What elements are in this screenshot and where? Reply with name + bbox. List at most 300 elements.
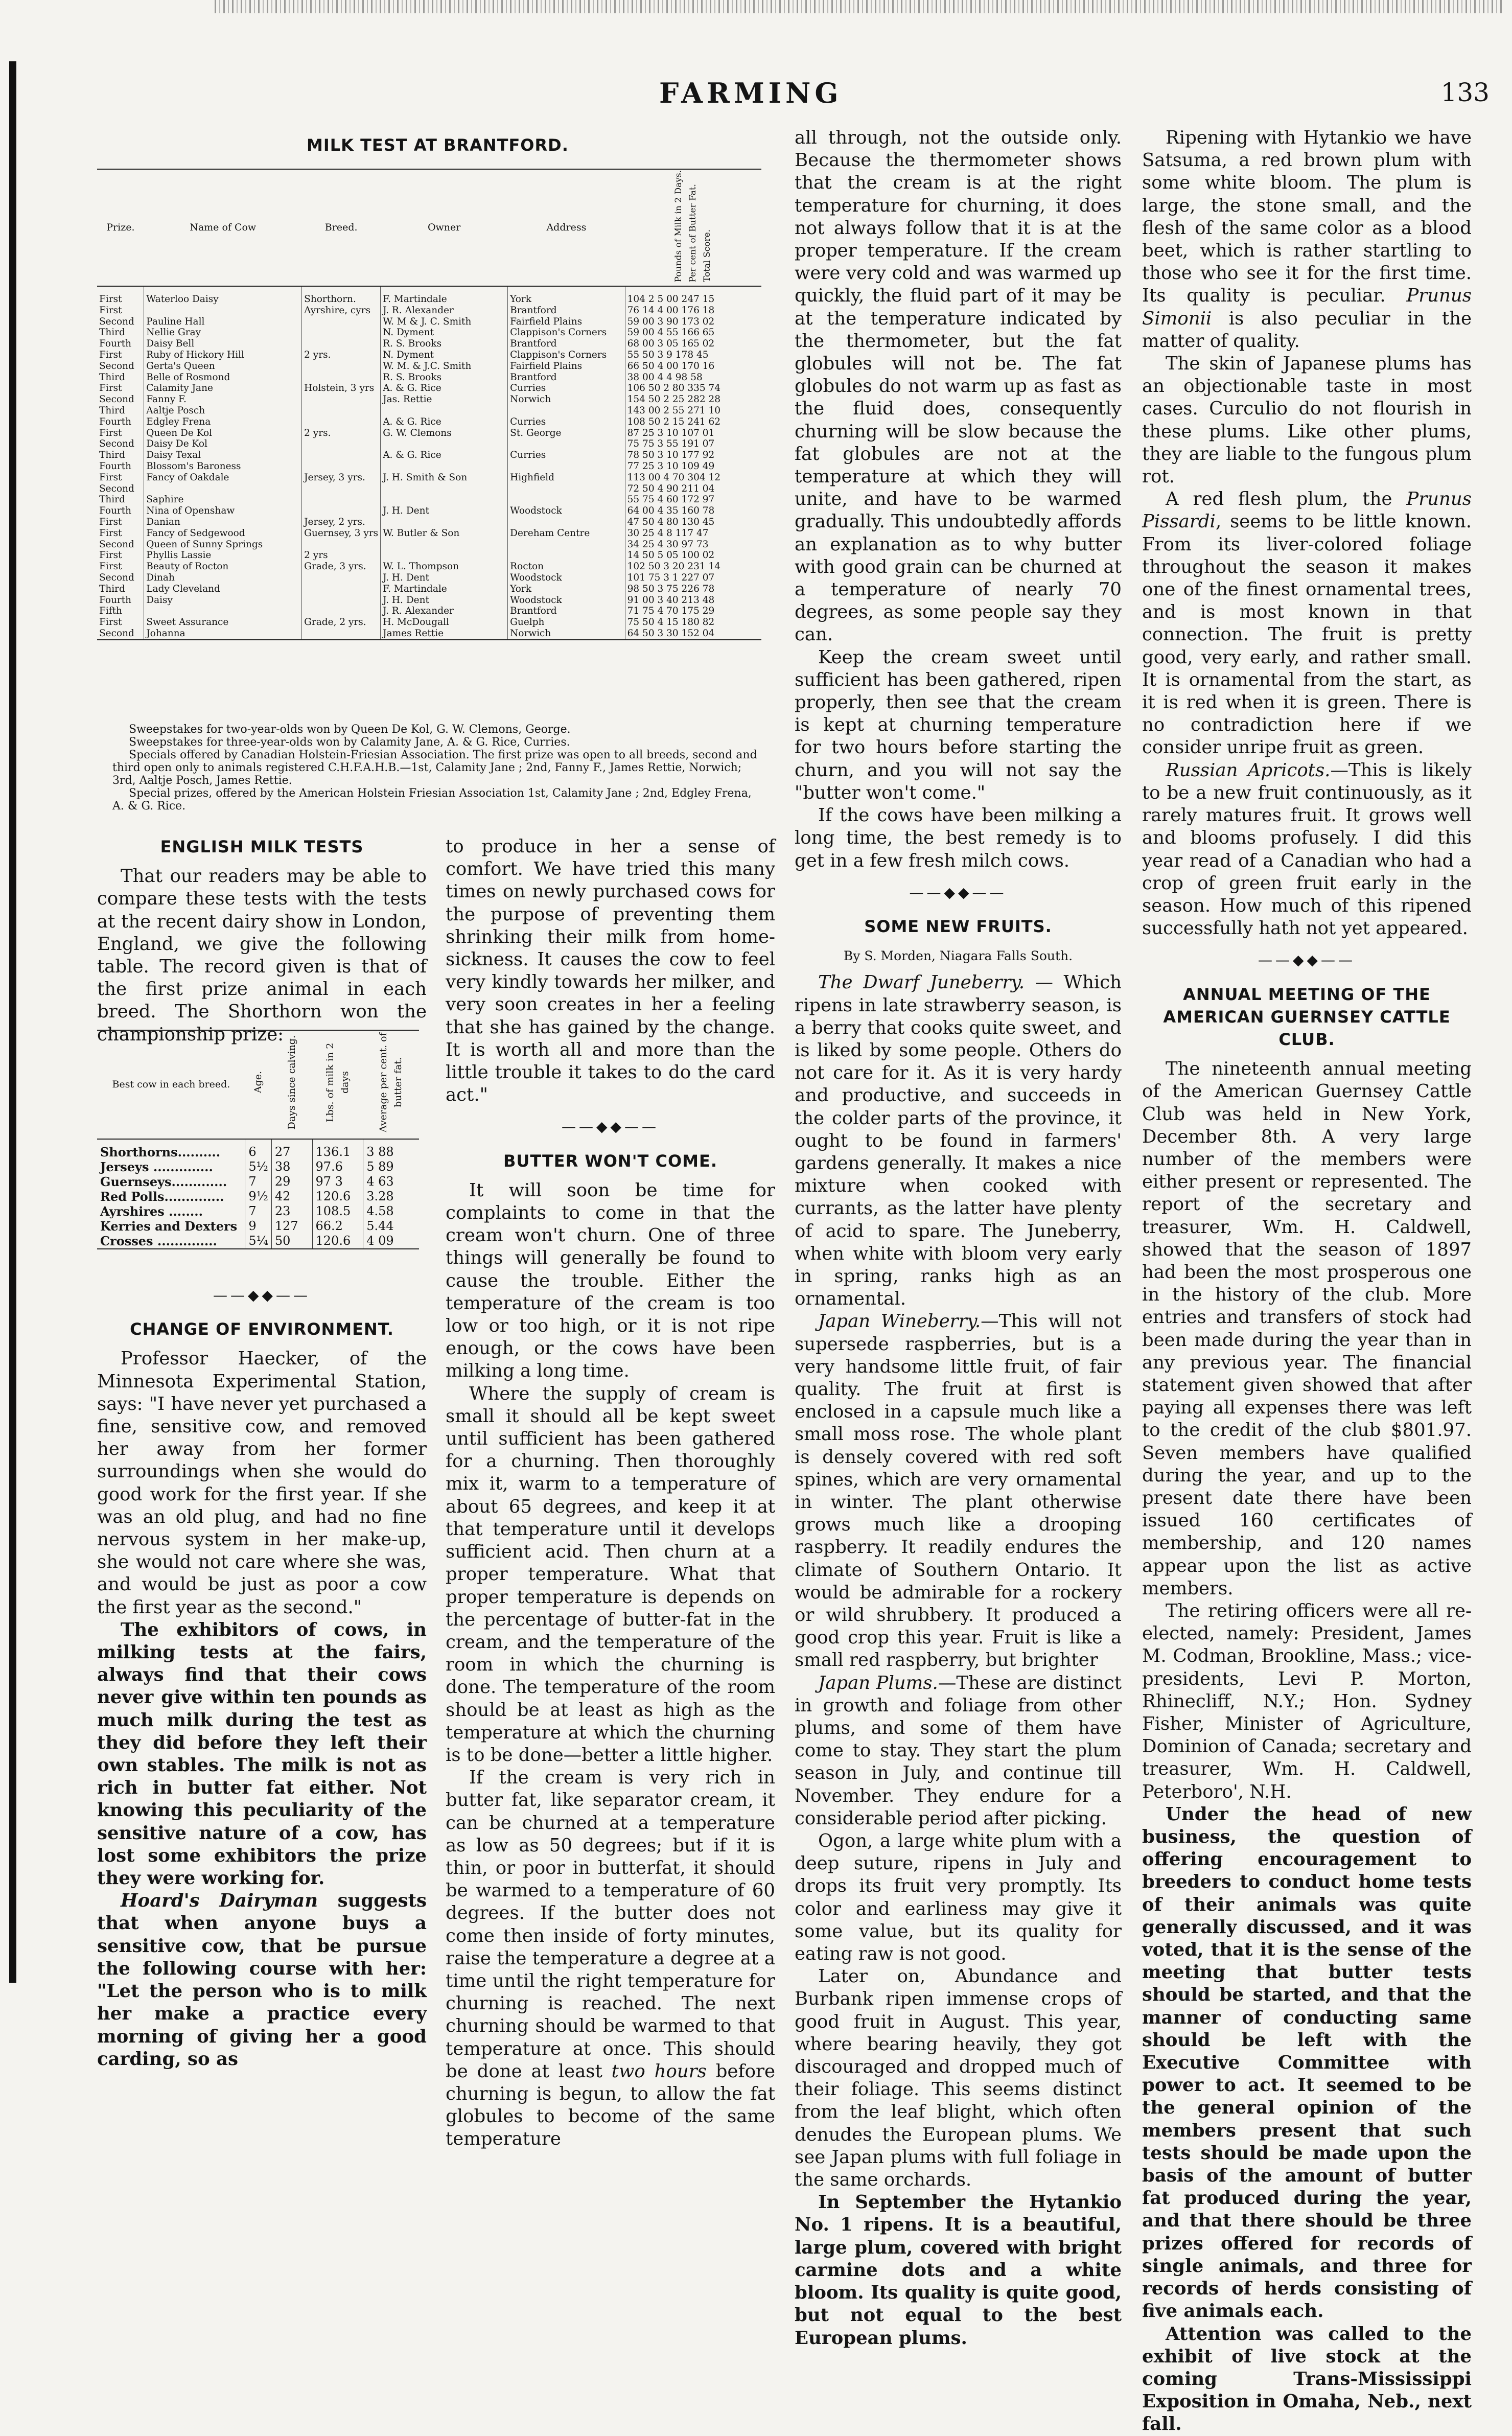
table-cell — [302, 628, 381, 640]
english-table-row — [97, 1189, 419, 1204]
change-title: CHANGE OF ENVIRONMENT. — [130, 1319, 394, 1339]
juneberry-text: — Which ripens in late strawberry season, is a berry that cooks quite sweet, and is liked by some people. Others do not care for it. As it is very hardy and productive, and succeeds in the colder parts of the province, it ought to be found in farmers' gardens generally. It makes a nice mixture when cooked with currants, as the latter have plenty of acid to spare. The Juneberry, when white with bloom very early in spring, ranks high as an ornamental. — [795, 972, 1122, 1310]
table-cell: 75 50 4 15 180 82 — [625, 617, 761, 628]
page-number: 133 — [1440, 78, 1490, 107]
table-cell: 38 — [271, 1159, 312, 1174]
table-cell: Woodstock — [508, 572, 625, 584]
column-2 — [446, 836, 775, 2151]
table-cell — [144, 606, 302, 617]
table-cell: Lady Cleveland — [144, 584, 302, 595]
col4-p3 — [1142, 488, 1472, 759]
table-cell: Brantford — [508, 338, 625, 350]
table-cell — [302, 327, 381, 338]
table-cell: 76 14 4 00 176 18 — [625, 305, 761, 316]
juneberry-lead: The Dwarf Juneberry. — [818, 972, 1025, 993]
butter-p3 — [446, 1767, 775, 2150]
japan-plums-text: —These are distinct in growth and foliage from other plums, and some of them have come to stay. They start the plum season in July, and continue till November. They endure for a considerable period after picking. — [795, 1672, 1122, 1829]
note-3: Specials offered by Canadian Holstein-Friesian Association. The first prize was open to all breeds, second and third open only to animals registered C.H.F.A.H.B.—1st, Calamity Jane ; 2nd, Fanny F., James Rettie, Norwich; 3rd, Aaltje Posch, James Rettie. — [112, 749, 757, 787]
col3-p3: If the cows have been milking a long time, the best remedy is to get in a few fresh milch cows. — [795, 805, 1122, 871]
fruit-japan-plums — [795, 1672, 1122, 1830]
milk-table-row — [97, 595, 761, 606]
table-cell: Third — [99, 405, 125, 416]
english-table-row — [97, 1159, 419, 1174]
table-cell: Ayrshire, cyrs — [302, 305, 381, 316]
table-cell — [381, 494, 508, 505]
table-cell: Second — [99, 483, 134, 494]
hoards-dairyman: Hoard's Dairyman — [121, 1890, 318, 1912]
table-cell: 64 00 4 35 160 78 — [625, 505, 761, 517]
table-cell: 127 — [271, 1219, 312, 1234]
fruit-abundance: Later on, Abundance and Burbank ripen immense crops of good fruit in August. This year, where bearing heavily, they got discouraged and dropped much of their foliage. This seems distinct from the leaf blight, which often denudes the European plums. We see Japan plums with full foliage in the same orchards. — [795, 1966, 1122, 2191]
col3-continuation: all through, not the outside only. Because the thermometer shows that the cream is at the right temperature for churning, it does not always follow that it is at the proper temperature. If the cream were very cold and was warmed up quickly, the fluid part of it may be at the temperature indicated by the thermometer, but the fat globules will not be. The fat globules do not warm up as fast as the fluid does, consequently churning will be slow because the fat globules are not at the temperature at which they will unite, and have to be warmed gradually. This undoubtedly affords an explanation as to why butter with good grain can be churned at a temperature of nearly 70 degrees, as some people say they can. — [795, 127, 1122, 645]
table-cell: First — [99, 527, 122, 539]
table-cell: Red Polls.............. — [100, 1189, 224, 1204]
table-cell: 113 00 4 70 304 12 — [625, 472, 761, 483]
column-3 — [795, 127, 1122, 2350]
col2-continuation: to produce in her a sense of comfort. We have tried this many times on newly purchased cows for the purpose of preventing them shrinking their milk from home-sickness. It causes the cow to feel very kindly towards her milker, and very soon creates in her a feeling that she has gained by the change. It is worth all and more than the little trouble it takes to do the card act." — [446, 836, 775, 1106]
table-cell: Fourth — [99, 594, 132, 606]
table-cell: 5.44 — [363, 1219, 419, 1234]
butter-p3-b: before churning is begun, to allow the fat globules to become of the same temperature — [446, 2060, 775, 2150]
table-cell: N. Dyment — [381, 327, 508, 338]
ecol-days-label: Days since calving. — [286, 1035, 297, 1130]
table-cell: R. S. Brooks — [381, 338, 508, 350]
ecol-lbs — [312, 1030, 363, 1139]
table-cell: Second — [99, 572, 134, 583]
table-cell: 55 75 4 60 172 97 — [625, 494, 761, 505]
table-cell — [302, 338, 381, 350]
table-cell: 5½ — [245, 1159, 272, 1174]
milk-table-row — [97, 450, 761, 461]
table-cell: Second — [99, 628, 134, 639]
table-cell: 59 00 4 55 166 65 — [625, 327, 761, 338]
table-cell — [302, 405, 381, 416]
table-cell: R. S. Brooks — [381, 372, 508, 383]
milk-table-row — [97, 416, 761, 428]
change-p3 — [97, 1890, 427, 2071]
table-cell: Guelph — [508, 617, 625, 628]
table-cell: N. Dyment — [381, 350, 508, 361]
table-cell: Second — [99, 438, 134, 450]
table-cell: J. R. Alexander — [381, 606, 508, 617]
col-milk: Pounds of Milk in 2 Days. — [673, 170, 684, 283]
table-cell: 143 00 2 55 271 10 — [625, 405, 761, 416]
col-prize: Prize. — [97, 169, 144, 286]
milk-table-row — [97, 316, 761, 328]
table-cell: Guernsey, 3 yrs — [302, 528, 381, 539]
table-cell: 55 50 3 9 178 45 — [625, 350, 761, 361]
milk-table-row — [97, 550, 761, 561]
english-table-header — [97, 1030, 419, 1139]
note-4: Special prizes, offered by the American Holstein Friesian Association 1st, Calamity Jane ; 2nd, Edgley Frena, A. & G. Rice. — [112, 787, 752, 813]
col3-p2: Keep the cream sweet until sufficient has been gathered, ripen properly, then see that the cream is kept at churning temperature for two hours before starting the churn, and you will not say the "butter won't come." — [795, 646, 1122, 803]
table-cell: Holstein, 3 yrs — [302, 383, 381, 394]
guernsey-title: ANNUAL MEETING OF THE AMERICAN GUERNSEY CATTLE CLUB. — [1163, 984, 1451, 1049]
table-cell: G. W. Clemons — [381, 428, 508, 439]
column-4 — [1142, 127, 1472, 2436]
table-cell: Blossom's Baroness — [144, 461, 302, 472]
table-cell: Third — [99, 372, 125, 383]
table-cell: 66 50 4 00 170 16 — [625, 361, 761, 372]
milk-table-header — [97, 169, 761, 286]
table-cell: Belle of Rosmond — [144, 372, 302, 383]
table-cell: Shorthorns.......... — [100, 1145, 221, 1159]
table-cell: Curries — [508, 383, 625, 394]
fruits-byline: By S. Morden, Niagara Falls South. — [843, 948, 1073, 964]
butter-p1: It will soon be time for complaints to come in that the cream won't churn. One of three things will generally be found to cause the trouble. Either the temperature of the cream is too low or too high, or it is not ripe enough, or the cows have been milking a long time. — [446, 1179, 775, 1382]
table-cell: First — [99, 472, 122, 483]
table-cell: 7 — [245, 1204, 272, 1219]
table-cell: First — [99, 561, 122, 572]
table-cell: Ruby of Hickory Hill — [144, 350, 302, 361]
guernsey-p1: The nineteenth annual meeting of the American Guernsey Cattle Club was held in New York, December 8th. A very large number of the members were either present or represented. The report of the secretary and treasurer, Wm. H. Caldwell, showed that the season of 1897 had been the most prosperous one in the history of the club. More entries and transfers of stock had been made during the year than in any previous year. The financial statement given showed that after paying all expenses there was left to the credit of the club $801.97. Seven members have qualified during the year, and up to the present date there have been issued 160 certificates of membership, and 120 names appear upon the list as active members. — [1142, 1058, 1472, 1599]
table-cell: 30 25 4 8 117 47 — [625, 528, 761, 539]
milk-table-row — [97, 483, 761, 495]
table-cell: A. & G. Rice — [381, 383, 508, 394]
ecol-fat — [363, 1030, 419, 1139]
table-cell: 38 00 4 4 98 58 — [625, 372, 761, 383]
col-owner: Owner — [381, 169, 508, 286]
milk-table-row — [97, 361, 761, 372]
table-cell: J. H. Smith & Son — [381, 472, 508, 483]
col4-p4 — [1142, 759, 1472, 940]
table-cell: Curries — [508, 416, 625, 428]
table-cell: F. Martindale — [381, 286, 508, 305]
table-cell: 120.6 — [312, 1234, 363, 1249]
table-cell: Norwich — [508, 394, 625, 405]
column-1-lower — [97, 1275, 427, 2071]
milk-table-row — [97, 517, 761, 528]
table-cell: Brantford — [508, 305, 625, 316]
table-cell: Brantford — [508, 606, 625, 617]
table-cell: Saphire — [144, 494, 302, 505]
table-cell: Dereham Centre — [508, 528, 625, 539]
milk-test-notes — [112, 723, 766, 813]
table-cell — [302, 361, 381, 372]
english-table-row — [97, 1174, 419, 1189]
ornament: ——◆◆—— — [1258, 952, 1356, 969]
table-cell: J. R. Alexander — [381, 305, 508, 316]
table-cell: 59 00 3 90 173 02 — [625, 316, 761, 328]
table-cell: Queen De Kol — [144, 428, 302, 439]
table-cell: 91 00 3 40 213 48 — [625, 595, 761, 606]
table-cell: 108 50 2 15 241 62 — [625, 416, 761, 428]
table-cell: 136.1 — [312, 1139, 363, 1159]
table-cell: Clappison's Corners — [508, 327, 625, 338]
table-cell: F. Martindale — [381, 584, 508, 595]
table-cell: 29 — [271, 1174, 312, 1189]
table-cell: Fourth — [99, 505, 132, 517]
table-cell: Edgley Frena — [144, 416, 302, 428]
guernsey-p4: Attention was called to the exhibit of live stock at the coming Trans-Mississippi Exposition in Omaha, Neb., next fall. — [1142, 2323, 1472, 2435]
table-cell: 108.5 — [312, 1204, 363, 1219]
milk-table-row — [97, 461, 761, 472]
table-cell — [302, 394, 381, 405]
ornament: ——◆◆—— — [909, 884, 1007, 901]
table-cell: J. H. Dent — [381, 572, 508, 584]
milk-table-row — [97, 617, 761, 628]
table-cell: Third — [99, 494, 125, 505]
milk-table-row — [97, 505, 761, 517]
butter-p3-a: If the cream is very rich in butter fat, like separator cream, it can be churned at a temperature as low as 50 degrees; but if it is thin, or poor in butterfat, it should be warmed to a temperature of 60 degrees. If the butter does not come then inside of forty minutes, raise the temperature a degree at a time until the right temperature for churning is reached. The next churning should be warmed to that temperature at once. This should be done at least — [446, 1767, 775, 2082]
milk-table-row — [97, 561, 761, 572]
table-cell — [302, 606, 381, 617]
table-cell: J. H. Dent — [381, 595, 508, 606]
note-2: Sweepstakes for three-year-olds won by Calamity Jane, A. & G. Rice, Curries. — [129, 736, 570, 749]
col-fat: Per cent of Butter Fat. — [687, 183, 698, 283]
butter-title: BUTTER WON'T COME. — [503, 1151, 717, 1171]
table-cell: 47 50 4 80 130 45 — [625, 517, 761, 528]
table-cell: Daisy Bell — [144, 338, 302, 350]
wineberry-text: —This will not supersede raspberries, but is a very handsome little fruit, of fair quality. The fruit at first is enclosed in a capsule much like a small moss rose. The whole plant is densely covered with red soft spines, which are very ornamental in winter. The plant otherwise grows much like a drooping raspberry. It readily endures the climate of Southern Ontario. It would be admirable for a rockery or wild shrubbery. It produced a good crop this year. Fruit is like a small red raspberry, but brighter — [795, 1311, 1122, 1671]
table-cell: 77 25 3 10 109 49 — [625, 461, 761, 472]
col4-p1-text: Ripening with Hytankio we have Satsuma, a red brown plum with some white bloom. The plum is large, the stone small, and the flesh of the same color as a blood beet, which is rather startling to those who see it for the first time. Its quality is peculiar. — [1142, 127, 1472, 307]
milk-table-row — [97, 372, 761, 383]
table-cell — [302, 438, 381, 450]
table-cell: 3 88 — [363, 1139, 419, 1159]
running-title: FARMING — [659, 77, 843, 109]
table-cell: 78 50 3 10 177 92 — [625, 450, 761, 461]
english-intro: That our readers may be able to compare these tests with the tests at the recent dairy show in London, England, we give the following table. The record given is that of the first prize animal in each breed. The Shorthorn won the championship prize: — [97, 866, 427, 1045]
table-cell: Gerta's Queen — [144, 361, 302, 372]
milk-table-row — [97, 494, 761, 505]
table-cell — [381, 461, 508, 472]
table-cell — [302, 572, 381, 584]
table-cell: St. George — [508, 428, 625, 439]
table-cell — [302, 450, 381, 461]
table-cell: First — [99, 516, 122, 527]
prunus-pissardi: Prunus Pissardi — [1142, 489, 1472, 532]
table-cell: A. & G. Rice — [381, 450, 508, 461]
col4-p2: The skin of Japanese plums has an objectionable taste in most cases. Curculio do not flourish in these plums. Like other plums, they are liable to the fungous plum rot. — [1142, 353, 1472, 488]
table-cell: Johanna — [144, 628, 302, 640]
milk-table-row — [97, 327, 761, 338]
table-cell: Ayrshires ........ — [100, 1204, 203, 1219]
table-cell: 106 50 2 80 335 74 — [625, 383, 761, 394]
table-cell: 2 yrs. — [302, 350, 381, 361]
japan-plums-lead: Japan Plums. — [818, 1672, 938, 1693]
table-cell — [508, 539, 625, 550]
table-cell: 2 yrs. — [302, 428, 381, 439]
table-cell — [508, 483, 625, 495]
table-cell: Second — [99, 360, 134, 372]
table-cell: York — [508, 286, 625, 305]
table-cell: Queen of Sunny Springs — [144, 539, 302, 550]
table-cell: Second — [99, 316, 134, 327]
ecol-lbs-label: Lbs. of milk in 2 days — [324, 1042, 351, 1122]
table-cell: 5 89 — [363, 1159, 419, 1174]
milk-table-row — [97, 472, 761, 483]
binding-edge — [9, 61, 16, 1983]
table-cell: Third — [99, 450, 125, 461]
butter-p2: Where the supply of cream is small it should all be kept sweet until sufficient has been gathered for a churning. Then thoroughly mix it, warm to a temperature of about 65 degrees, and keep it at that temperature until it develops sufficient acid. Then churn at a proper temperature. What that proper temperature is depends on the percentage of butter-fat in the cream, and the temperature of the room in which the churning is done. The temperature of the room should be at least as high as the temperature at which the churning is to be done—better a little higher. — [446, 1383, 775, 1766]
table-cell: Woodstock — [508, 595, 625, 606]
fruit-wineberry — [795, 1310, 1122, 1672]
guernsey-p3: Under the head of new business, the question of offering encouragement to breeders to conduct home tests of their animals was quite generally discussed, and it was voted, that it is the sense of the meeting that butter tests should be started, and that the manner of conducting same should be left with the Executive Committee with power to act. It seemed to be the general opinion of the members present that such tests should be made upon the basis of the amount of butter fat produced during the year, and that there should be three prizes offered for records of single animals, and three for records of herds consisting of five animals each. — [1142, 1803, 1472, 2322]
table-cell — [302, 316, 381, 328]
fruit-ogon: Ogon, a large white plum with a deep suture, ripens in July and drops its fruit very promptly. Its color and earliness may give it some value, but its quality for eating raw is not good. — [795, 1830, 1122, 1965]
table-cell: Fairfield Plains — [508, 316, 625, 328]
col4-p1-b: is also peculiar in the matter of quality. — [1142, 308, 1472, 352]
table-cell — [302, 584, 381, 595]
guernsey-p2: The retiring officers were all re-elected, namely: President, James M. Codman, Brookline, Mass.; vice-presidents, Levi P. Morton, Rhinecliff, N.Y.; Hon. Sydney Fisher, Minister of Agriculture, Dominion of Canada; secretary and treasurer, Wm. H. Caldwell, Peterboro', N.H. — [1142, 1600, 1472, 1802]
table-cell: Norwich — [508, 628, 625, 640]
table-cell: 64 50 3 30 152 04 — [625, 628, 761, 640]
table-cell: Grade, 2 yrs. — [302, 617, 381, 628]
table-cell: 34 25 4 30 97 73 — [625, 539, 761, 550]
table-cell: Fourth — [99, 416, 132, 427]
table-cell: Shorthorn. — [302, 286, 381, 305]
table-cell: 104 2 5 00 247 15 — [625, 286, 761, 305]
table-cell: 97.6 — [312, 1159, 363, 1174]
table-cell — [381, 438, 508, 450]
table-cell: Grade, 3 yrs. — [302, 561, 381, 572]
table-cell: 27 — [271, 1139, 312, 1159]
ecol-fat-label: Average per cent. of butter fat. — [378, 1032, 404, 1132]
milk-table-row — [97, 584, 761, 595]
table-cell — [302, 595, 381, 606]
milk-table-row — [97, 350, 761, 361]
table-cell: First — [99, 383, 122, 394]
table-cell: 87 25 3 10 107 01 — [625, 428, 761, 439]
milk-table-row — [97, 572, 761, 584]
ornament: ——◆◆—— — [561, 1118, 660, 1135]
table-cell: Rocton — [508, 561, 625, 572]
milk-table-row — [97, 383, 761, 394]
table-cell: First — [99, 305, 122, 316]
table-cell: Fancy of Oakdale — [144, 472, 302, 483]
table-cell: Kerries and Dexters — [100, 1219, 238, 1234]
table-cell: 42 — [271, 1189, 312, 1204]
table-cell — [381, 483, 508, 495]
table-cell: Second — [99, 539, 134, 550]
table-cell: 72 50 4 90 211 04 — [625, 483, 761, 495]
table-cell: 23 — [271, 1204, 312, 1219]
milk-table-row — [97, 606, 761, 617]
english-table-row — [97, 1204, 419, 1219]
table-cell: 66.2 — [312, 1219, 363, 1234]
english-table-row — [97, 1139, 419, 1159]
table-cell: 68 00 3 05 165 02 — [625, 338, 761, 350]
table-cell — [302, 416, 381, 428]
col-name: Name of Cow — [144, 169, 302, 286]
col4-p3-a: A red flesh plum, the — [1166, 489, 1407, 510]
table-cell: Phyllis Lassie — [144, 550, 302, 561]
milk-test-title: MILK TEST AT BRANTFORD. — [307, 135, 569, 155]
table-cell: Nellie Gray — [144, 327, 302, 338]
table-cell — [381, 517, 508, 528]
english-title: ENGLISH MILK TESTS — [160, 837, 364, 856]
table-cell: Pauline Hall — [144, 316, 302, 328]
english-table-body — [97, 1139, 419, 1249]
ecol-best: Best cow in each breed. — [97, 1030, 245, 1139]
table-cell: Nina of Openshaw — [144, 505, 302, 517]
change-p1: Professor Haecker, of the Minnesota Experimental Station, says: "I have never yet purchased a fine, sensitive cow, and removed her away from her former surroundings when she would do good work for the first year. If she was an old plug, and had no fine nervous system in her make-up, she would not care where she was, and would be just as poor a cow the first year as the second." — [97, 1348, 427, 1618]
table-cell: Jersey, 3 yrs. — [302, 472, 381, 483]
milk-table-row — [97, 338, 761, 350]
milk-table-row — [97, 305, 761, 316]
table-cell: Highfield — [508, 472, 625, 483]
ornament: ——◆◆—— — [213, 1287, 311, 1304]
english-table — [97, 1030, 419, 1249]
col4-p3-b: , seems to be little known. From its liver-colored foliage throughout the season it makes one of the finest ornamental trees, and is most known in that connection. The fruit is pretty good, very early, and rather small. It is ornamental from the start, as it is red when it is green. There is no contradiction here if we consider unripe fruit as green. — [1142, 511, 1472, 758]
table-cell: Crosses .............. — [100, 1234, 217, 1248]
table-cell — [302, 461, 381, 472]
english-table-row — [97, 1219, 419, 1234]
english-table-row — [97, 1234, 419, 1249]
table-cell: First — [99, 550, 122, 561]
table-cell: Fourth — [99, 338, 132, 350]
table-cell — [144, 483, 302, 495]
table-cell: Fancy of Sedgewood — [144, 528, 302, 539]
russian-apricots: Russian Apricots. — [1166, 759, 1331, 781]
col-address: Address — [508, 169, 625, 286]
table-cell: Calamity Jane — [144, 383, 302, 394]
table-cell: Sweet Assurance — [144, 617, 302, 628]
table-cell: 4 63 — [363, 1174, 419, 1189]
col-scores — [625, 169, 761, 286]
table-cell: First — [99, 617, 122, 628]
table-cell — [302, 505, 381, 517]
table-cell: 2 yrs — [302, 550, 381, 561]
table-cell: Curries — [508, 450, 625, 461]
col4-p4-text: —This is likely to be a new fruit continuously, as it rarely matures fruit. It grows well and blooms profusely. I did this year read of a Canadian who had a crop of green fruit early in the season. How much of this ripened successfully hath not yet appeared. — [1142, 759, 1472, 939]
milk-table-row — [97, 286, 761, 305]
table-cell: 3.28 — [363, 1189, 419, 1204]
table-cell — [144, 305, 302, 316]
table-cell — [508, 550, 625, 561]
table-cell — [381, 405, 508, 416]
table-cell: Aaltje Posch — [144, 405, 302, 416]
milk-table-row — [97, 528, 761, 539]
table-cell: Woodstock — [508, 505, 625, 517]
table-cell: A. & G. Rice — [381, 416, 508, 428]
milk-table-row — [97, 405, 761, 416]
table-cell: W. Butler & Son — [381, 528, 508, 539]
table-cell: 50 — [271, 1234, 312, 1249]
table-cell: Jerseys .............. — [100, 1159, 213, 1174]
table-cell: Fairfield Plains — [508, 361, 625, 372]
table-cell — [508, 494, 625, 505]
milk-test-table — [97, 169, 761, 640]
table-cell: 5¼ — [245, 1234, 272, 1249]
milk-table-row — [97, 539, 761, 550]
ecol-age-label: Age. — [252, 1071, 264, 1094]
table-cell — [508, 517, 625, 528]
table-cell: James Rettie — [381, 628, 508, 640]
column-1 — [97, 836, 427, 1046]
table-cell — [302, 539, 381, 550]
table-cell: 120.6 — [312, 1189, 363, 1204]
table-cell: 102 50 3 20 231 14 — [625, 561, 761, 572]
change-p2: The exhibitors of cows, in milking tests at the fairs, always find that their cows never give within ten pounds as much milk during the test as they did before they left their own stables. The milk is not as rich in butter fat either. Not knowing this peculiarity of the sensitive nature of a cow, has lost some exhibitors the prize they were working for. — [97, 1619, 427, 1889]
note-1: Sweepstakes for two-year-olds won by Queen De Kol, G. W. Clemons, George. — [129, 723, 571, 736]
table-cell — [302, 494, 381, 505]
milk-table-row — [97, 428, 761, 439]
col-total: Total Score. — [702, 229, 712, 283]
table-cell: W. M. & J.C. Smith — [381, 361, 508, 372]
scan-noise-top — [215, 0, 1502, 13]
table-cell: 7 — [245, 1174, 272, 1189]
change-p3-text: suggests that when anyone buys a sensitive cow, that be pursue the following course with her: "Let the person who is to milk her make a practice every morning of giving her a good carding, so as — [97, 1890, 427, 2070]
table-cell — [508, 438, 625, 450]
prunus-simonii: Prunus Simonii — [1142, 285, 1472, 329]
table-cell: 101 75 3 1 227 07 — [625, 572, 761, 584]
table-cell: Second — [99, 394, 134, 405]
table-cell: Beauty of Rocton — [144, 561, 302, 572]
table-cell: Daisy De Kol — [144, 438, 302, 450]
milk-table-body — [97, 286, 761, 640]
